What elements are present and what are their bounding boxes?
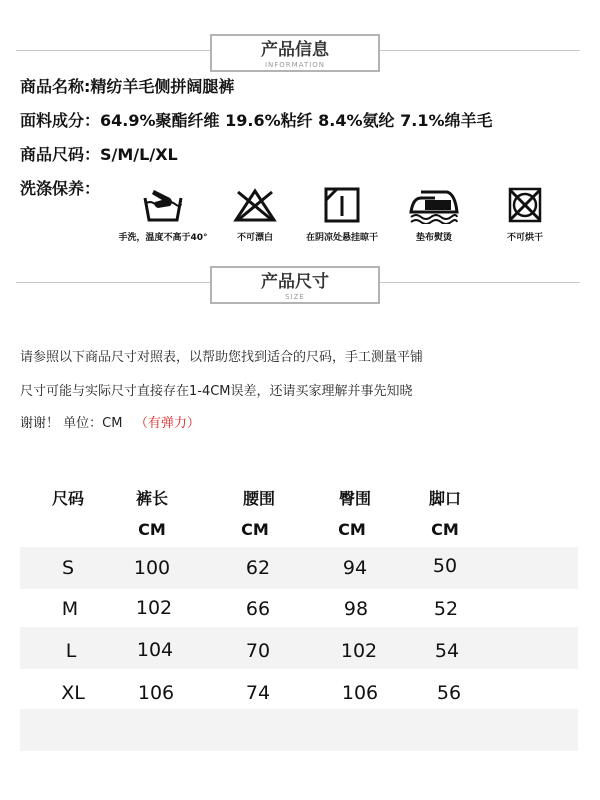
note-text: 谢谢！ 单位：CM	[20, 416, 123, 431]
care-label-no-bleach: 不可漂白	[236, 233, 273, 243]
cell-waist: 66	[245, 598, 271, 620]
cell-hip: 106	[341, 682, 379, 704]
care-label: 洗涤保养：	[20, 179, 101, 198]
heading-frame	[210, 34, 380, 72]
fabric-value: 64.9%聚酯纤维 19.6%粘纤 8.4%氨纶 7.1%绵羊毛	[100, 111, 493, 130]
header-hip: 臀围	[338, 489, 371, 508]
cell-size: M	[61, 598, 79, 620]
cell-length: 100	[133, 557, 171, 579]
shade-line-dry-icon	[319, 186, 365, 224]
care-label-iron: 垫布熨烫	[415, 233, 452, 243]
heading-subtitle: SIZE	[285, 293, 305, 301]
heading-title: 产品尺寸	[261, 272, 329, 292]
header-length: 裤长	[135, 489, 168, 508]
care-line	[20, 178, 100, 200]
unit-length: CM	[138, 520, 166, 539]
no-bleach-icon	[232, 186, 278, 224]
cell-waist: 70	[245, 640, 271, 662]
header-hem: 脚口	[428, 489, 461, 508]
cell-hip: 94	[342, 557, 368, 579]
product-name-label: 商品名称:	[20, 77, 91, 96]
cell-hem: 52	[433, 598, 459, 620]
cell-hem: 56	[436, 682, 462, 704]
cell-size: S	[61, 557, 75, 579]
cell-hem: 54	[434, 640, 460, 662]
header-size: 尺码	[51, 489, 84, 508]
size-label: 商品尺码：	[20, 145, 101, 164]
cell-length: 102	[135, 597, 173, 619]
hand-wash-icon	[140, 186, 186, 224]
heading-frame	[210, 266, 380, 304]
care-label-hand-wash: 手洗，温度不高于40°	[118, 233, 208, 243]
cell-length: 104	[136, 639, 174, 661]
product-info-heading	[16, 34, 580, 78]
size-line	[20, 144, 178, 166]
heading-title: 产品信息	[261, 40, 329, 60]
cell-length: 106	[137, 682, 175, 704]
elastic-note: （有弹力）	[134, 416, 200, 431]
iron-with-cloth-icon	[407, 186, 461, 224]
care-label-shade-dry: 在阴凉处悬挂晾干	[305, 233, 378, 243]
cell-waist: 62	[245, 557, 271, 579]
cell-hem: 50	[432, 555, 458, 577]
row-stripe	[20, 709, 578, 751]
care-item-no-tumble	[470, 186, 580, 243]
product-name-line	[20, 76, 234, 98]
note-line-1: 请参照以下商品尺寸对照表，以帮助您找到适合的尺码，手工测量平铺	[20, 350, 424, 365]
care-label-no-tumble: 不可烘干	[506, 233, 543, 243]
product-name-value: 精纺羊毛侧拼阔腿裤	[90, 77, 235, 96]
note-line-3	[20, 415, 200, 433]
no-tumble-dry-icon	[502, 186, 548, 224]
header-waist: 腰围	[242, 489, 275, 508]
fabric-label: 面料成分：	[20, 111, 101, 130]
size-value: S/M/L/XL	[100, 145, 178, 164]
cell-waist: 74	[245, 682, 271, 704]
heading-subtitle: INFORMATION	[264, 61, 326, 69]
cell-hip: 102	[340, 640, 378, 662]
unit-hem: CM	[431, 520, 459, 539]
unit-hip: CM	[338, 520, 366, 539]
cell-size: L	[65, 640, 77, 662]
cell-size: XL	[61, 682, 85, 704]
unit-waist: CM	[241, 520, 269, 539]
fabric-line	[20, 110, 493, 132]
cell-hip: 98	[343, 598, 369, 620]
size-heading	[16, 266, 580, 310]
note-line-2: 尺寸可能与实际尺寸直接存在1-4CM误差，还请买家理解并事先知晓	[20, 384, 413, 399]
